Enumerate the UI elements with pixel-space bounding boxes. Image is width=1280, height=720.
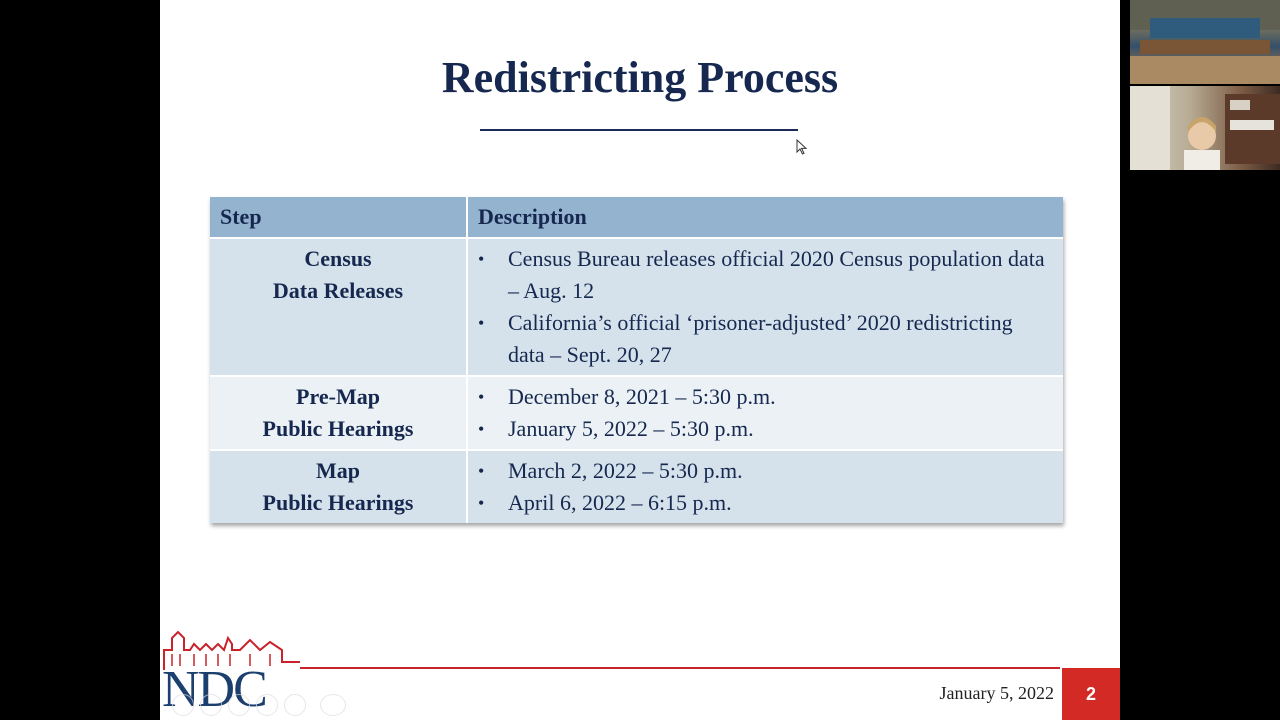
- step-label: Pre-Map: [296, 384, 380, 409]
- next-slide-icon[interactable]: [200, 694, 222, 716]
- more-options-icon[interactable]: [320, 694, 346, 716]
- step-cell: [210, 449, 468, 523]
- list-item: [478, 243, 1053, 307]
- bullet-list: [478, 243, 1053, 371]
- list-item: [478, 413, 1053, 445]
- description-cell: [468, 239, 1063, 375]
- bullet-text: December 8, 2021 – 5:30 p.m.: [508, 384, 776, 409]
- bullet-text: California’s official ‘prisoner-adjusted’ 2020 redistricting data – Sept. 20, 27: [508, 310, 1013, 367]
- column-header-step: Step: [210, 197, 468, 239]
- previous-slide-icon[interactable]: [172, 694, 194, 716]
- bullet-icon: •: [478, 493, 485, 513]
- step-label: Map: [316, 458, 360, 483]
- slide-page-number: 2: [1062, 668, 1120, 720]
- pen-tool-icon[interactable]: [228, 694, 250, 716]
- table-row: [210, 449, 1063, 523]
- presentation-slide: [160, 0, 1120, 720]
- mouse-pointer-icon: [796, 139, 808, 155]
- step-label: Data Releases: [272, 278, 404, 303]
- bullet-icon: •: [478, 387, 485, 407]
- bullet-list: [478, 455, 1053, 519]
- description-cell: [468, 375, 1063, 449]
- footer-rule: [300, 667, 1060, 669]
- bullet-icon: •: [478, 249, 485, 269]
- table-row: [210, 375, 1063, 449]
- bullet-text: January 5, 2022 – 5:30 p.m.: [508, 416, 754, 441]
- council-chamber-video[interactable]: [1130, 0, 1280, 84]
- slide-title: Redistricting Process: [441, 53, 839, 102]
- participant-avatar-icon: [1130, 86, 1280, 170]
- table-row: [210, 239, 1063, 375]
- zoom-icon[interactable]: [284, 694, 306, 716]
- bullet-text: March 2, 2022 – 5:30 p.m.: [508, 458, 743, 483]
- slide-date: January 5, 2022: [939, 683, 1054, 703]
- list-item: [478, 307, 1053, 371]
- bullet-list: [478, 381, 1053, 445]
- list-item: [478, 487, 1053, 519]
- table-header-row: [210, 197, 1063, 239]
- participant-video[interactable]: [1130, 86, 1280, 170]
- bullet-icon: •: [478, 419, 485, 439]
- redistricting-steps-table: [210, 197, 1063, 523]
- title-underline: [480, 129, 798, 131]
- bullet-text: Census Bureau releases official 2020 Census population data – Aug. 12: [508, 246, 1045, 303]
- list-item: [478, 381, 1053, 413]
- bullet-text: April 6, 2022 – 6:15 p.m.: [508, 490, 732, 515]
- step-cell: [210, 239, 468, 375]
- step-label: Census: [304, 246, 372, 271]
- bullet-icon: •: [478, 461, 485, 481]
- step-cell: [210, 375, 468, 449]
- description-cell: [468, 449, 1063, 523]
- list-item: [478, 455, 1053, 487]
- bullet-icon: •: [478, 313, 485, 333]
- council-chamber-scene-icon: [1130, 0, 1280, 84]
- step-label: Public Hearings: [262, 490, 414, 515]
- slides-overview-icon[interactable]: [256, 694, 278, 716]
- step-label: Public Hearings: [262, 416, 414, 441]
- ndc-logo-text: NDC: [162, 661, 266, 718]
- column-header-description: Description: [468, 197, 1063, 239]
